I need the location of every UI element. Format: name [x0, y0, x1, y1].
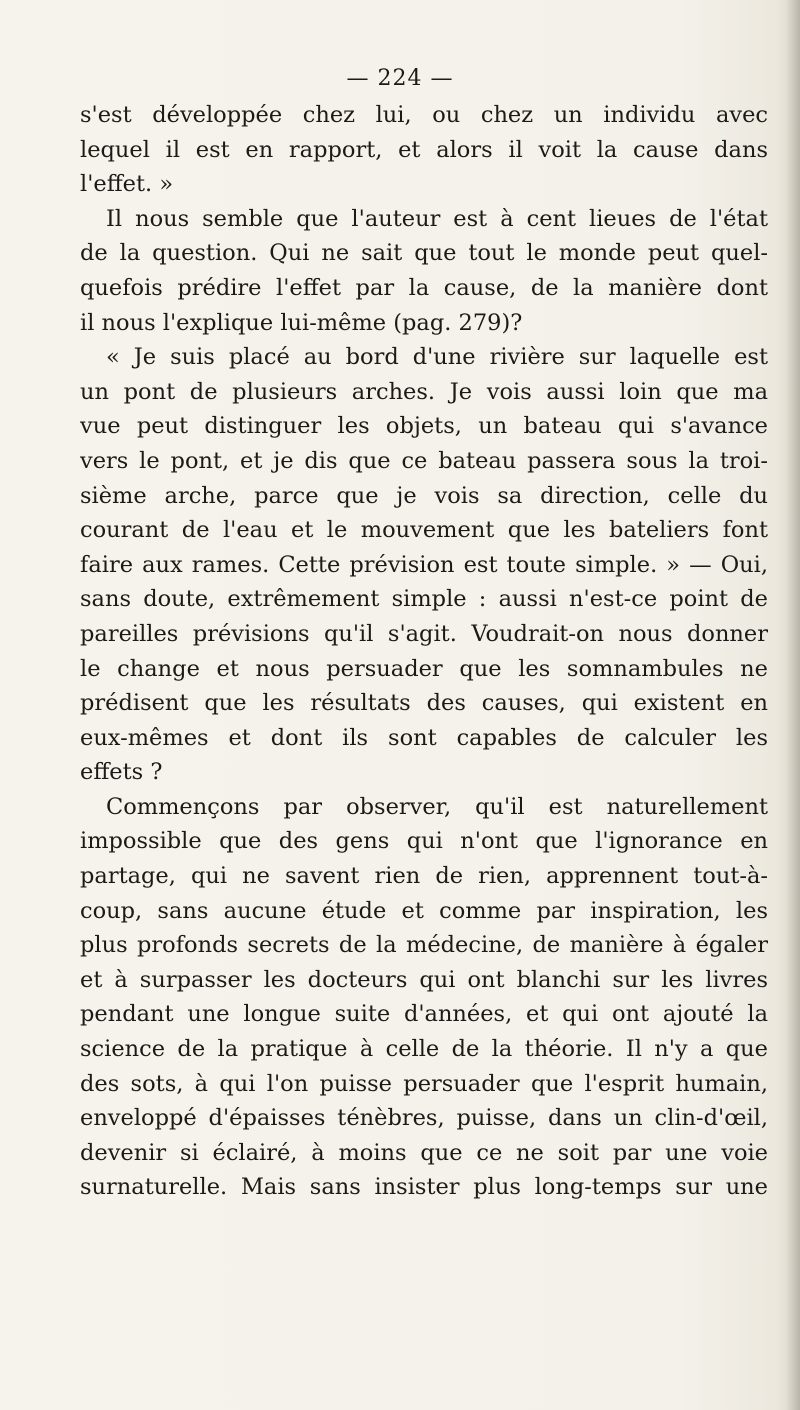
text-line: des sots, à qui l'on puisse persuader que l'esprit humain,: [80, 1070, 768, 1097]
text-line: pendant une longue suite d'années, et qui ont ajouté la: [80, 1001, 768, 1028]
page-number: — 224 —: [346, 66, 454, 91]
text-line: courant de l'eau et le mouvement que les bateliers font: [80, 517, 768, 544]
text-line: science de la pratique à celle de la théorie. Il n'y a que: [80, 1036, 768, 1063]
text-line: prédisent que les résultats des causes, qui existent en: [80, 690, 768, 717]
text-line: enveloppé d'épaisses ténèbres, puisse, dans un clin-d'œil,: [80, 1105, 768, 1132]
text-line: s'est développée chez lui, ou chez un individu avec: [80, 102, 768, 128]
text-line: il nous l'explique lui-même (pag. 279)?: [80, 309, 523, 336]
text-line: sans doute, extrêmement simple : aussi n'est-ce point de: [80, 586, 768, 613]
text-line: impossible que des gens qui n'ont que l'ignorance en: [80, 828, 768, 855]
text-line: eux-mêmes et dont ils sont capables de calculer les: [80, 724, 768, 751]
text-line: effets ?: [80, 759, 163, 786]
text-line: et à surpasser les docteurs qui ont blanchi sur les livres: [80, 966, 768, 993]
text-line: quefois prédire l'effet par la cause, de la manière dont: [80, 274, 768, 301]
page-edge-shadow: [786, 0, 800, 1410]
text-line: lequel il est en rapport, et alors il voit la cause dans: [80, 136, 768, 163]
text-line: un pont de plusieurs arches. Je vois aussi loin que ma: [80, 378, 768, 405]
text-line: surnaturelle. Mais sans insister plus long-temps sur une: [80, 1174, 768, 1201]
text-line: pareilles prévisions qu'il s'agit. Voudrait-on nous donner: [80, 620, 768, 647]
text-line: Commençons par observer, qu'il est naturellement: [106, 793, 768, 820]
text-line: partage, qui ne savent rien de rien, apprennent tout-à-: [80, 863, 768, 890]
text-line: vue peut distinguer les objets, un bateau qui s'avance: [80, 413, 768, 440]
text-line: devenir si éclairé, à moins que ce ne soit par une voie: [80, 1139, 768, 1166]
text-line: « Je suis placé au bord d'une rivière sur laquelle est: [106, 344, 768, 371]
text-line: sième arche, parce que je vois sa direction, celle du: [80, 482, 768, 509]
text-line: vers le pont, et je dis que ce bateau passera sous la troi-: [80, 447, 768, 474]
text-line: Il nous semble que l'auteur est à cent lieues de l'état: [106, 205, 768, 232]
text-line: l'effet. »: [80, 171, 174, 198]
body-text: [80, 98, 768, 1205]
text-line: le change et nous persuader que les somnambules ne: [80, 655, 768, 682]
text-line: coup, sans aucune étude et comme par inspiration, les: [80, 897, 768, 924]
text-line: faire aux rames. Cette prévision est toute simple. » — Oui,: [80, 551, 768, 578]
text-line: de la question. Qui ne sait que tout le monde peut quel-: [80, 240, 768, 267]
text-line: plus profonds secrets de la médecine, de manière à égaler: [80, 932, 768, 959]
